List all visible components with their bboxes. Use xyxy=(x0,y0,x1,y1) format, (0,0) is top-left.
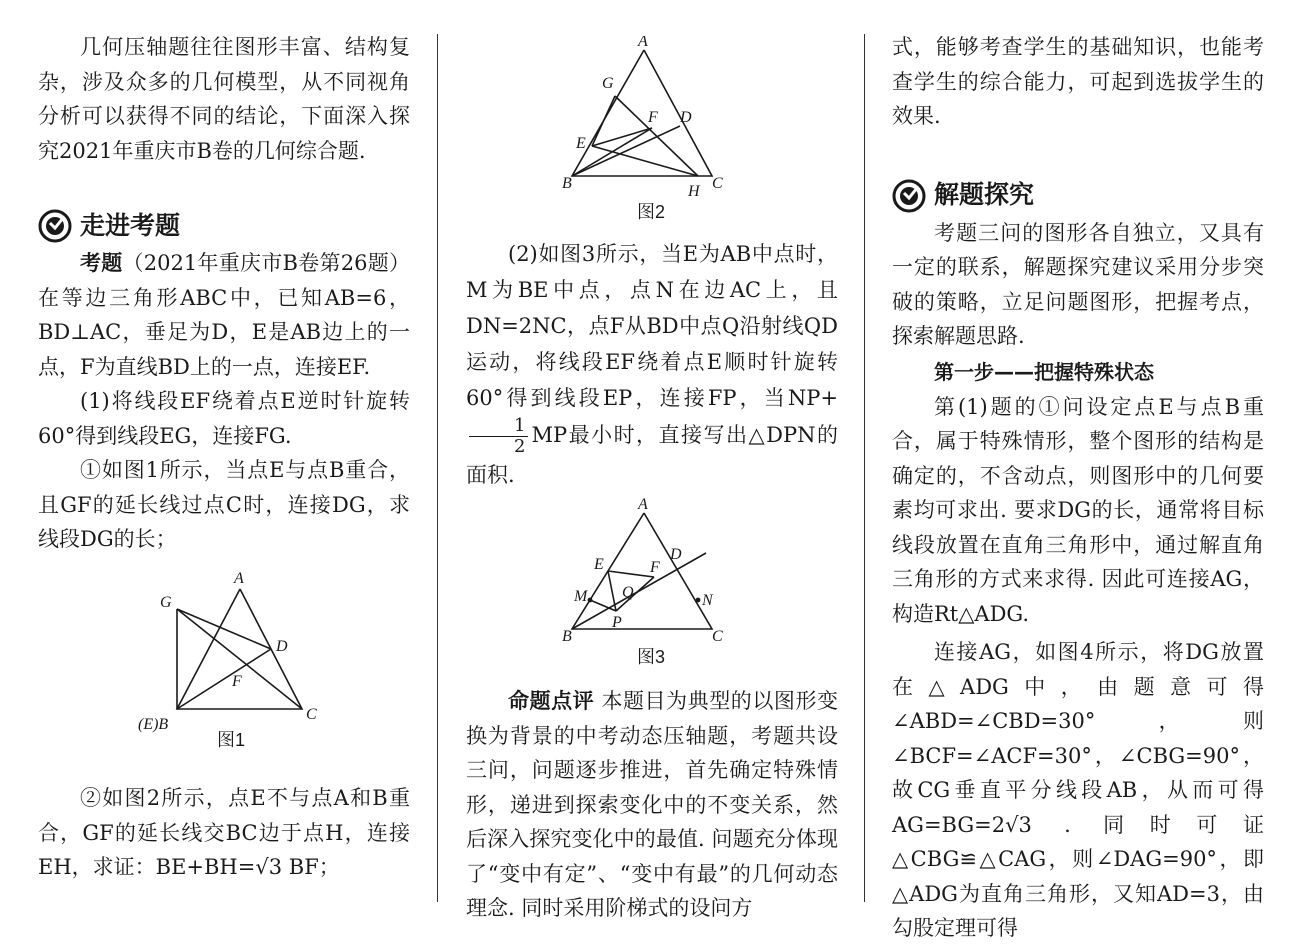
fig3-label-p: P xyxy=(612,613,622,631)
fig2-label-d: D xyxy=(680,109,692,126)
fraction-denominator: 2 xyxy=(514,435,526,457)
fig3-point-m xyxy=(588,597,593,602)
problem-text: （2021年重庆市B卷第26题）在等边三角形ABC中，已知AB=6，BD⊥AC，垂足为D，E是AB边上的一点，F为直线BD上的一点，连接EF. xyxy=(38,251,410,379)
figure-1-caption: 图1 xyxy=(216,729,245,750)
question-2 xyxy=(466,236,838,493)
fig2-label-e: E xyxy=(576,135,586,152)
question-1: (1)将线段EF绕着点E逆时针旋转60°得到线段EG，连接FG. xyxy=(38,389,410,448)
section-heading xyxy=(892,176,1264,216)
fig3-label-q: Q xyxy=(622,583,634,601)
fraction-half xyxy=(469,416,528,457)
continued-paragraph: 式，能够考查学生的基础知识，也能考查学生的综合能力，可起到选拔学生的效果. xyxy=(892,35,1264,128)
question-2-text-b: MP最小时，直接写出△DPN的面积. xyxy=(466,422,838,487)
column-1 xyxy=(38,30,410,885)
fig3-label-a: A xyxy=(638,496,648,513)
comment-paragraph xyxy=(466,684,838,926)
fig1-label-a: A xyxy=(234,569,244,587)
problem-label: 考题 xyxy=(80,251,123,275)
fig2-label-c: C xyxy=(712,175,723,192)
fig3-label-m: M xyxy=(574,587,588,605)
fig2-label-a: A xyxy=(638,36,648,50)
figure-2 xyxy=(466,36,838,201)
fig3-label-d: D xyxy=(670,545,682,563)
figure-2-caption: 图2 xyxy=(636,202,665,222)
question-1-1: ①如图1所示，当点E与点B重合，且GF的延长线过点C时，连接DG，求线段DG的长； xyxy=(38,458,410,551)
step-heading: 第一步——把握特殊状态 xyxy=(934,359,1154,384)
section-title: 解题探究 xyxy=(934,180,1035,210)
fig2-label-h: H xyxy=(688,183,700,200)
fraction-numerator: 1 xyxy=(469,416,528,437)
column-rule xyxy=(437,34,438,902)
step1-paragraph: 第(1)题的①问设定点E与点B重合，属于特殊情形，整个图形的结构是确定的，不含动点，则图形中的几何要素均可求出. 要求DG的长，通常将目标线段放置在直角三角形中，通过解直角三角形的方式来求得. 因此可连接AG，构造Rt△ADG. xyxy=(892,394,1264,626)
fig1-label-c: C xyxy=(306,705,317,723)
section-heading xyxy=(38,206,410,246)
fig1-label-d: D xyxy=(276,637,288,655)
section-icon xyxy=(38,209,72,243)
fig2-label-f: F xyxy=(648,109,658,126)
explore-paragraph: 考题三问的图形各自独立，又具有一定的联系，解题探究建议采用分步突破的策略，立足问题图形，把握考点，探索解题思路. xyxy=(892,220,1264,348)
figure-1 xyxy=(38,569,410,739)
section-title: 走进考题 xyxy=(80,210,181,240)
fig2-label-g: G xyxy=(602,75,614,92)
figure-3 xyxy=(466,497,838,642)
fig1-label-eb: (E)B xyxy=(138,715,169,733)
comment-label: 命题点评 xyxy=(508,689,595,713)
fig2-label-b: B xyxy=(562,175,572,192)
question-2-text-a: (2)如图3所示，当E为AB中点时，M为BE中点，点N在边AC上，且DN=2NC，点F从BD中点Q沿射线QD运动，将线段EF绕着点E顺时针旋转60°得到线段EP，连接FP，当NP+ xyxy=(466,241,838,410)
column-rule xyxy=(864,34,865,902)
column-2 xyxy=(466,30,838,926)
fig3-label-f: F xyxy=(650,558,660,576)
section-icon xyxy=(892,179,926,213)
fig3-label-e: E xyxy=(594,555,604,573)
fig3-label-c: C xyxy=(712,627,723,642)
fig3-label-n: N xyxy=(702,591,713,609)
column-3 xyxy=(892,30,1264,946)
comment-text: 本题目为典型的以图形变换为背景的中考动态压轴题，考题共设三问，问题逐步推进，首先确定特殊情形，递进到探索变化中的不变关系，然后深入探究变化中的最值. 问题充分体现了“变中有定”、“变中有最”的几何动态理念. 同时采用阶梯式的设问方 xyxy=(466,689,838,920)
fig3-point-n xyxy=(696,597,701,602)
step1-solution: 连接AG，如图4所示，将DG放置在△ADG中，由题意可得∠ABD=∠CBD=30°，则∠BCF=∠ACF=30°，∠CBG=90°，故CG垂直平分线段AB，从而可得AG=BG=2√3 . 同时可证△CBG≌△CAG，则∠DAG=90°，即△ADG为直角三角形，又知AD=3，由勾股定理可得 xyxy=(892,640,1264,940)
intro-paragraph: 几何压轴题往往图形丰富、结构复杂，涉及众多的几何模型，从不同视角分析可以获得不同的结论，下面深入探究2021年重庆市B卷的几何综合题. xyxy=(38,35,410,163)
problem-statement xyxy=(38,246,410,384)
question-1-2: ②如图2所示，点E不与点A和B重合，GF的延长线交BC边于点H，连接EH，求证：BE+BH=√3 BF； xyxy=(38,786,410,879)
fig1-label-f: F xyxy=(232,672,242,690)
fig3-label-b: B xyxy=(562,627,572,642)
fig1-label-g: G xyxy=(160,593,172,611)
figure-3-caption: 图3 xyxy=(636,646,665,667)
